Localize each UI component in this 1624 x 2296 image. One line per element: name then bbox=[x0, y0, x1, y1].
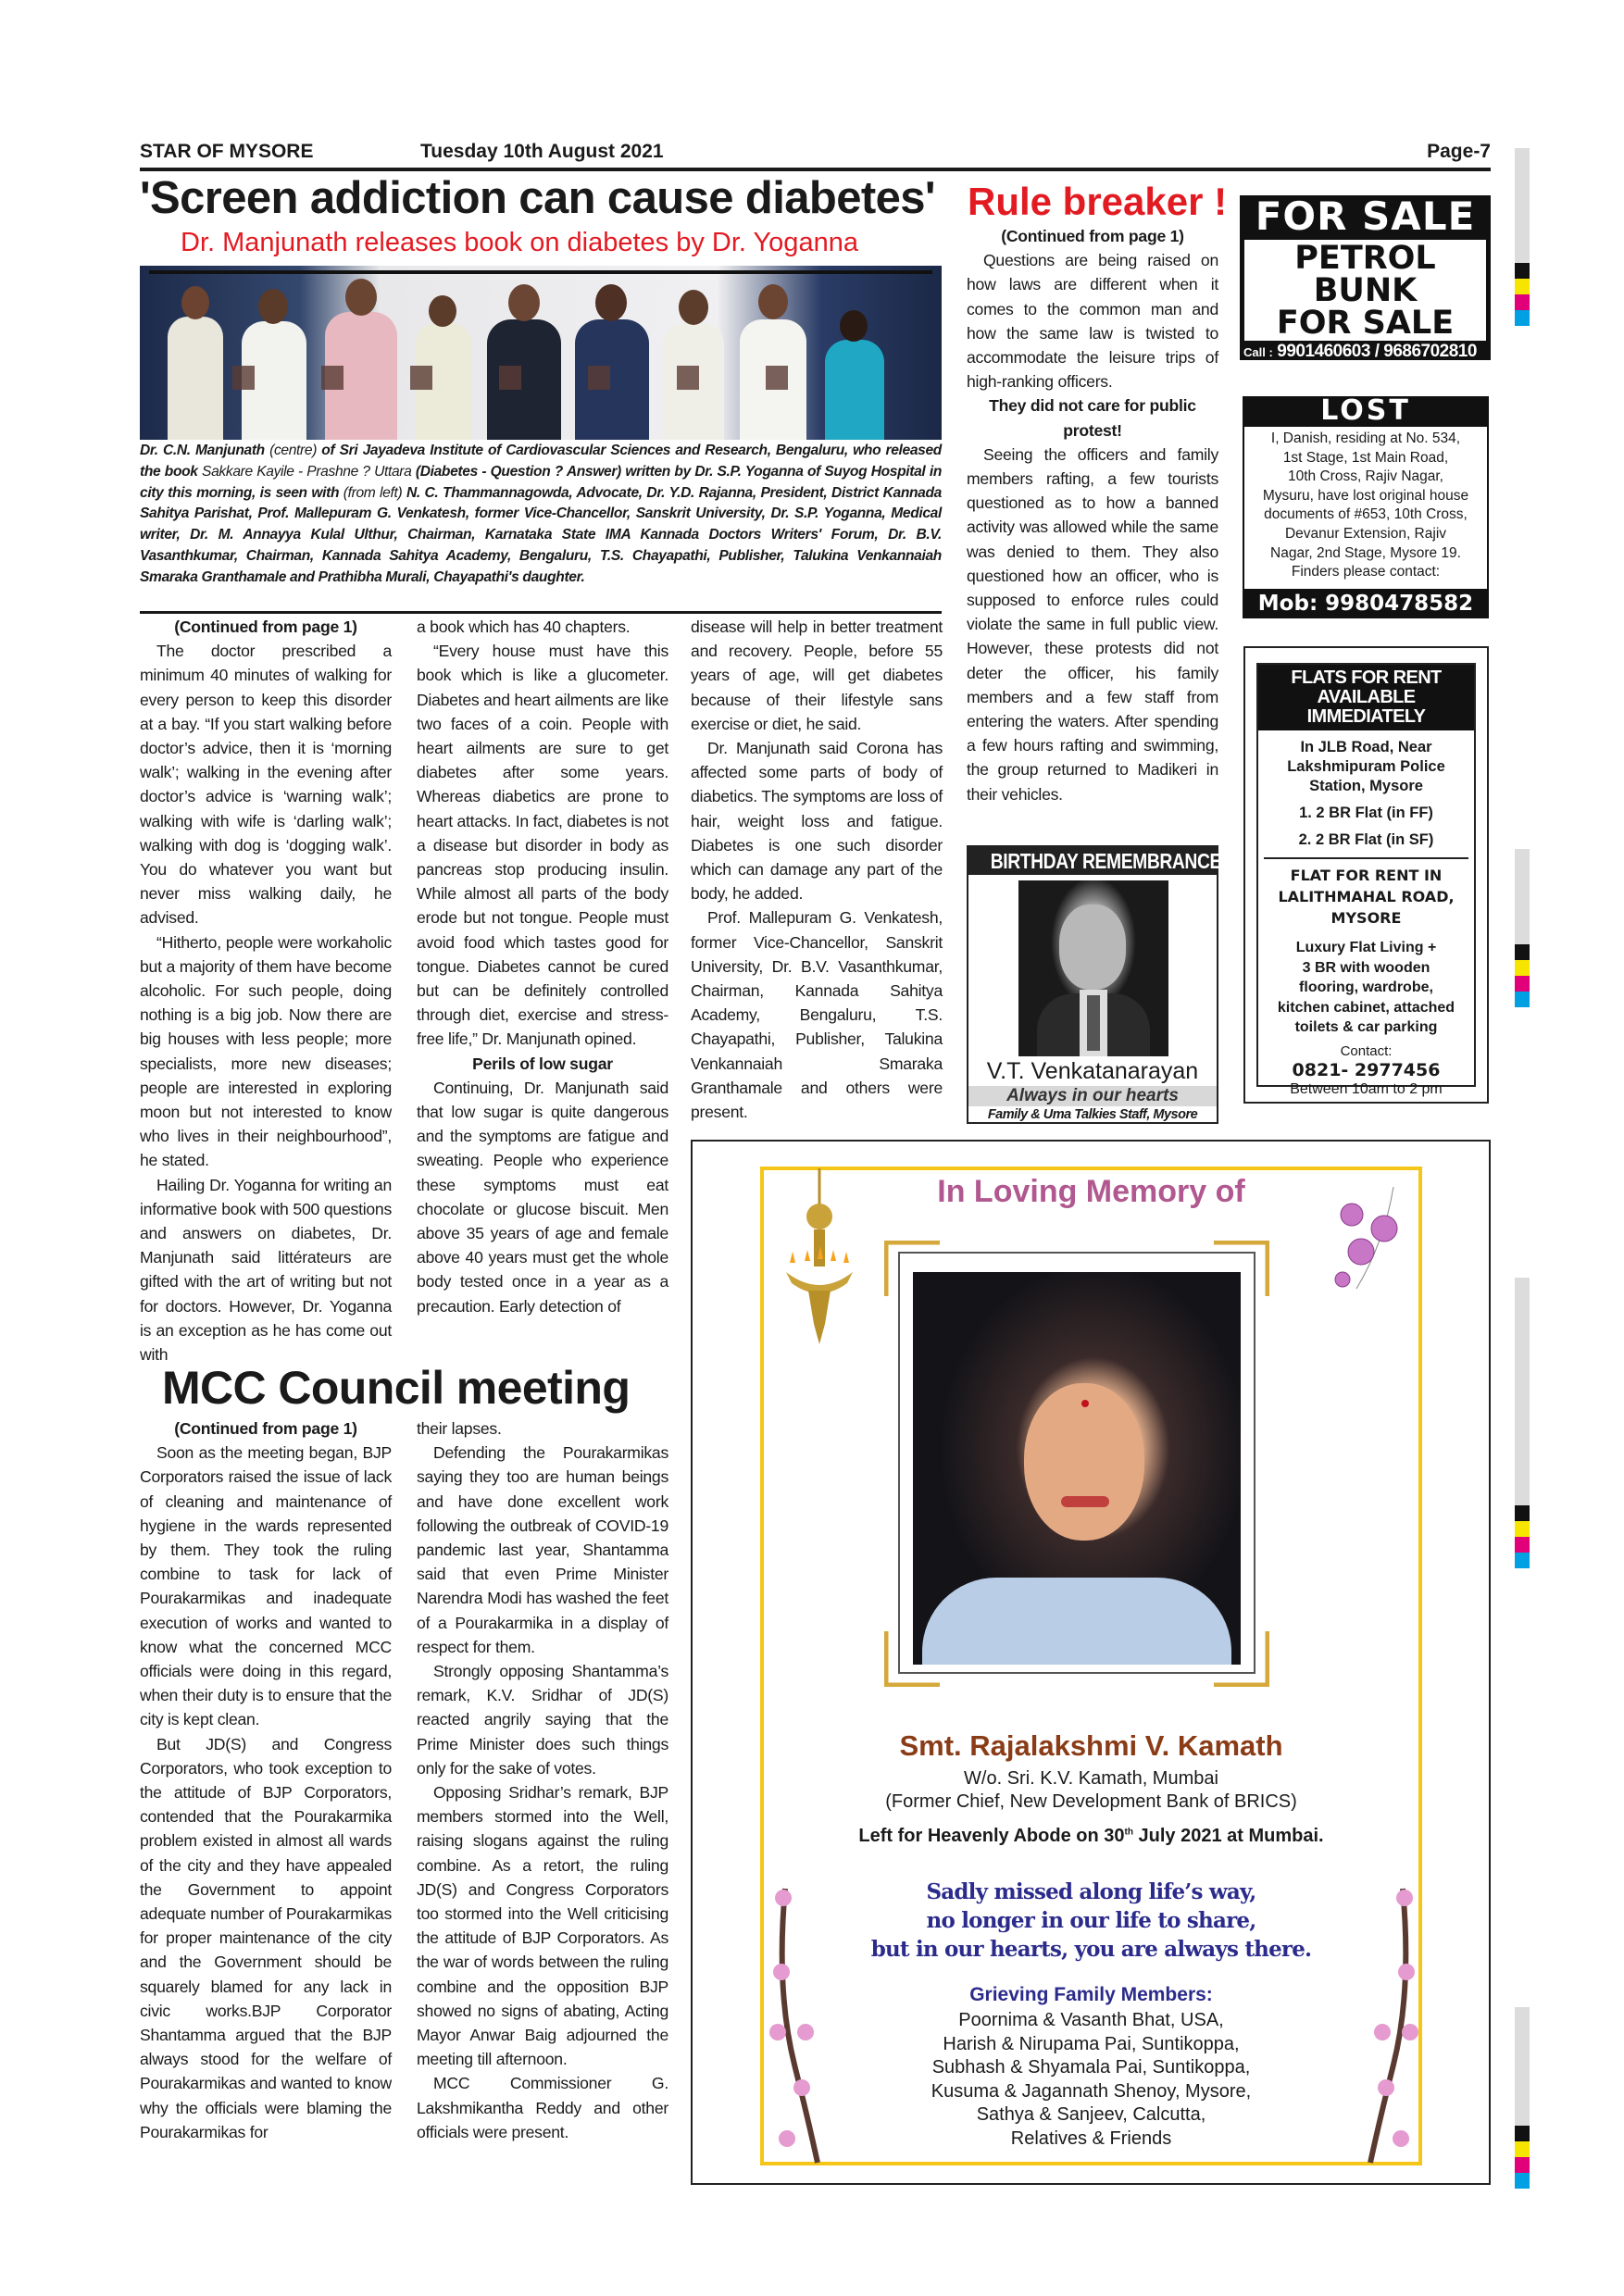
mcc-column-1 bbox=[140, 1416, 392, 2144]
family-member: Poornima & Vasanth Bhat, USA, bbox=[958, 2010, 1224, 2030]
lost-notice-line: Mysuru, have lost original house bbox=[1262, 487, 1469, 504]
contact-label: Contact: bbox=[1340, 1042, 1393, 1059]
poem-line: Sadly missed along life’s way, bbox=[926, 1879, 1256, 1904]
flats-detail-line: toilets & car parking bbox=[1294, 1019, 1438, 1035]
ad-line: PETROL bbox=[1294, 240, 1436, 277]
lost-notice-line: documents of #653, 10th Cross, bbox=[1264, 506, 1468, 523]
blossom-branch-left-icon bbox=[767, 1879, 831, 2165]
departed-sup: th bbox=[1124, 1827, 1133, 1838]
rule-breaker-headline: Rule breaker ! bbox=[968, 180, 1228, 223]
flats-phone: 0821- 2977456 bbox=[1292, 1059, 1441, 1080]
issue-date: Tuesday 10th August 2021 bbox=[420, 141, 664, 162]
paragraph: MCC Commissioner G. Lakshmikantha Reddy and other officials were present. bbox=[417, 2074, 668, 2141]
registration-magenta bbox=[1515, 976, 1530, 992]
flat-item: 1. 2 BR Flat (in FF) bbox=[1299, 805, 1433, 821]
registration-bar bbox=[1515, 1278, 1530, 1505]
poem-line: no longer in our life to share, bbox=[926, 1908, 1256, 1933]
registration-bar bbox=[1515, 148, 1530, 263]
continued-from-label: (Continued from page 1) bbox=[174, 1419, 357, 1438]
registration-black bbox=[1515, 2126, 1530, 2141]
oil-lamp-icon bbox=[782, 1168, 856, 1354]
memorial-heading: In Loving Memory of bbox=[937, 1174, 1245, 1209]
paragraph: But JD(S) and Congress Corporators, who took exception to the attitude of BJP Corporators, contended that the Pourakarmika problem existed in almost all wards of the city and they have appealed the Government to appoint adequate number of Pourakarmikas for proper maintenance of the city and the Government should be squarely blamed for any lack in civic works.BJP Corporator Shantamma argued that the BJP always stood for the welfare of Pourakarmikas and wanted to know why the officials were blaming the Pourakarmikas for bbox=[140, 1734, 392, 2141]
paragraph: Seeing the officers and family members rafting, a few tourists questioned as to how a banned activity was allowed while the same was denied to them. They also questioned how an officer, who is supposed to enforce rules could violate the same in full public view. However, these protests did not deter the officer, his family members and a few staff from entering the waters. After spending a few hours rafting and swimming, the group returned to Madikeri in their vehicles. bbox=[967, 444, 1218, 804]
registration-black bbox=[1515, 944, 1530, 960]
for-sale-banner: FOR SALE bbox=[1255, 193, 1476, 239]
paper-name: STAR OF MYSORE bbox=[140, 141, 314, 162]
lost-mobile: Mob: 9980478582 bbox=[1257, 592, 1474, 616]
family-member: Sathya & Sanjeev, Calcutta, bbox=[976, 2104, 1206, 2126]
flats-location-line: Lakshmipuram Police bbox=[1287, 758, 1445, 775]
lost-notice-line: I, Danish, residing at No. 534, bbox=[1270, 430, 1461, 446]
paragraph: their lapses. bbox=[417, 1419, 502, 1438]
lost-notice-ad bbox=[1243, 396, 1489, 618]
flats-banner-line: FLATS FOR RENT bbox=[1291, 668, 1442, 688]
registration-cyan bbox=[1515, 310, 1530, 326]
masthead-rule bbox=[140, 168, 1491, 171]
registration-yellow bbox=[1515, 960, 1530, 976]
lost-notice-line: Devanur Extension, Rajiv bbox=[1284, 525, 1447, 542]
lead-column-3 bbox=[691, 615, 943, 1124]
family-label: Grieving Family Members: bbox=[969, 1984, 1213, 2005]
ad-line: BUNK bbox=[1313, 272, 1418, 309]
flats-second-title: LALITHMAHAL ROAD, bbox=[1278, 888, 1455, 905]
phone-numbers: 9901460603 / 9686702810 bbox=[1277, 342, 1477, 361]
family-member: Subhash & Shyamala Pai, Suntikoppa, bbox=[931, 2057, 1251, 2078]
paragraph: disease will help in better treatment and recovery. People, before 55 years of age, will get diabetes because of their lifestyle sans exercise or diet, he said. bbox=[691, 618, 943, 733]
book-release-photo bbox=[140, 266, 942, 440]
birthday-banner: BIRTHDAY REMEMBRANCE bbox=[990, 849, 1221, 873]
family-member: Relatives & Friends bbox=[1010, 2128, 1172, 2149]
lead-headline: 'Screen addiction can cause diabetes' bbox=[140, 173, 935, 223]
memorial-poem bbox=[760, 1878, 1422, 1964]
paragraph: Continuing, Dr. Manjunath said that low sugar is quite dangerous and the symptoms are fatigue and sweating. People who experience these symptoms must eat chocolate or glucose biscuit. Men above 35 years of age and female above 40 years must get the whole body tested once in a year as a precaution. Early detection of bbox=[417, 1078, 668, 1316]
paragraph: Soon as the meeting began, BJP Corporators raised the issue of lack of cleaning and maintenance of hygiene in the wards represented by them. They took the ruling combine to task for lack of Pourakarmikas and inadequate execution of works and wanted to know what the concerned MCC officials were doing in this regard, when their duty is to ensure that the city is kept clean. bbox=[140, 1443, 392, 1729]
lost-notice-line: 10th Cross, Rajiv Nagar, bbox=[1288, 468, 1443, 485]
paragraph: Prof. Mallepuram G. Venkatesh, former Vice-Chancellor, Sanskrit University, Dr. B.V. Vasanthkumar, Chairman, Kannada Sahitya Academy, Bengaluru, T.S. Chayapathi, Publisher, Talukina Venkannaiah Smaraka Granthamale and others were present. bbox=[691, 908, 943, 1122]
lead-column-2 bbox=[417, 615, 668, 1318]
flats-location-line: In JLB Road, Near bbox=[1300, 739, 1432, 755]
registration-magenta bbox=[1515, 2157, 1530, 2173]
continued-from-label: (Continued from page 1) bbox=[1001, 227, 1184, 245]
caption-segment: Dr. C.N. Manjunath bbox=[140, 443, 270, 458]
portrait-photo bbox=[1018, 880, 1168, 1056]
departed-text: July 2021 at Mumbai. bbox=[1132, 1826, 1324, 1846]
paragraph: “Hitherto, people were workaholic but a majority of them have become alcoholic. For such people, doing nothing is a big job. Now there are big houses with less people; more specialists, more new diseases; people are interested in exploring moon but not interested to know who lives in their neighbourhood”, he stated. bbox=[140, 932, 392, 1170]
registration-yellow bbox=[1515, 1521, 1530, 1537]
page-number: Page-7 bbox=[1427, 141, 1491, 162]
title-line: (Former Chief, New Development Bank of BRICS) bbox=[885, 1791, 1297, 1812]
family-member: Harish & Nirupama Pai, Suntikoppa, bbox=[943, 2033, 1240, 2054]
registration-magenta bbox=[1515, 1537, 1530, 1553]
petrol-bunk-for-sale-ad bbox=[1240, 195, 1491, 360]
registration-magenta bbox=[1515, 294, 1530, 310]
registration-black bbox=[1515, 1505, 1530, 1521]
orchid-flowers-icon bbox=[1329, 1187, 1421, 1293]
registration-bar bbox=[1515, 2007, 1530, 2126]
paragraph: Strongly opposing Shantamma’s remark, K.V. Sridhar of JD(S) reacted angrily saying that the Prime Minister does such things only for the sake of votes. bbox=[417, 1662, 668, 1778]
blossom-branch-right-icon bbox=[1356, 1879, 1421, 2165]
registration-black bbox=[1515, 263, 1530, 279]
paragraph: The doctor prescribed a minimum 40 minutes of walking for every person to keep this disorder at a bay. “If you start walking before doctor’s advice, then it is ‘morning walk’; walking in the evening after doctor’s advice is ‘warning walk’; walking with wife is ‘darling walk’; walking with dog is ‘dogging walk’. You do whatever you want but never miss walking daily, he advised. bbox=[140, 642, 392, 928]
registration-cyan bbox=[1515, 2173, 1530, 2189]
caption-segment: (from left) bbox=[343, 484, 406, 501]
poem-line: but in our hearts, you are always there. bbox=[870, 1937, 1312, 1962]
registration-bar bbox=[1515, 849, 1530, 944]
lost-notice-line: Nagar, 2nd Stage, Mysore 19. bbox=[1270, 544, 1461, 561]
deceased-name: Smt. Rajalakshmi V. Kamath bbox=[899, 1729, 1283, 1762]
lost-notice-line: 1st Stage, 1st Main Road, bbox=[1282, 449, 1449, 466]
mcc-column-2 bbox=[417, 1416, 668, 2144]
flats-detail-line: Luxury Flat Living + bbox=[1295, 940, 1437, 955]
paragraph: Hailing Dr. Yoganna for writing an informative book with 500 questions and answers on diabetes, Dr. Manjunath said littérateurs are gifted with the art of writing but not for doctors. However, Dr. Yoganna is an exception as he has come out with bbox=[140, 1175, 392, 1365]
flats-detail-line: flooring, wardrobe, bbox=[1299, 980, 1433, 995]
ad-line: FOR SALE bbox=[1276, 305, 1455, 342]
flats-detail-line: kitchen cabinet, attached bbox=[1277, 999, 1455, 1016]
birthday-remembrance-ad bbox=[967, 845, 1221, 1124]
lead-column-1 bbox=[140, 615, 392, 1366]
departed-line bbox=[760, 1826, 1422, 1847]
paragraph: Dr. Manjunath said Corona has affected some parts of body of diabetics. The symptoms are loss of hair, weight loss and fatigue. Diabetes is one such disorder which can damage any part of the body, he added. bbox=[691, 739, 943, 904]
birthday-name: V.T. Venkatanarayan bbox=[986, 1058, 1199, 1084]
flats-second-title: FLAT FOR RENT IN bbox=[1290, 867, 1443, 884]
birthday-from: Family & Uma Talkies Staff, Mysore bbox=[987, 1107, 1198, 1122]
caption-segment: (Diabetes - Question ? Answer) written by Dr. S.P. Yoganna of Suyog Hospital in city this morning, is seen with bbox=[140, 463, 942, 501]
lost-notice-line: Finders please contact: bbox=[1291, 564, 1441, 580]
flats-detail-line: 3 BR with wooden bbox=[1302, 959, 1430, 976]
flats-second-title: MYSORE bbox=[1330, 909, 1402, 927]
departed-text: Left for Heavenly Abode on 30 bbox=[858, 1826, 1125, 1846]
flat-item: 2. 2 BR Flat (in SF) bbox=[1298, 831, 1434, 848]
registration-cyan bbox=[1515, 1553, 1530, 1568]
birthday-tagline: Always in our hearts bbox=[968, 1086, 1217, 1106]
subheading: Perils of low sugar bbox=[472, 1054, 613, 1073]
birthday-banner-bar bbox=[968, 847, 1221, 875]
call-label: Call : bbox=[1243, 345, 1273, 359]
caption-segment: of Sri Jayadeva Institute of Cardiovascular Sciences and Research, Bengaluru, who released the book bbox=[140, 443, 942, 480]
gold-corner-ornaments-icon bbox=[884, 1241, 1269, 1687]
rule-breaker-column bbox=[967, 224, 1218, 806]
paragraph: Opposing Sridhar’s remark, BJP members stormed into the Well, raising slogans against the ruling combine. As a retort, the ruling JD(S) and Congress Corporators too stormed into the Well criticising the attitude of BJP Corporators. As the war of words between the ruling combine and the opposition BJP showed no signs of abating, Acting Mayor Anwar Baig adjourned the meeting till afternoon. bbox=[417, 1783, 668, 2069]
relation-line: W/o. Sri. K.V. Kamath, Mumbai bbox=[964, 1768, 1218, 1789]
flats-for-rent-ad bbox=[1243, 646, 1489, 1104]
caption-segment: Sakkare Kayile - Prashne ? Uttara bbox=[202, 463, 416, 480]
paragraph: a book which has 40 chapters. bbox=[417, 618, 631, 636]
paragraph: Questions are being raised on how laws are different when it comes to the common man and how the same law is twisted to accommodate the leisure trips of high-ranking officers. bbox=[967, 251, 1218, 392]
paragraph: “Every house must have this book which is like a glucometer. Diabetes and heart ailments are like two faces of a coin. People with heart ailments are sure to get diabetes after some years. Whereas diabetics are prone to heart attacks. In fact, diabetes is not a disease but disorder in body as pancreas stop producing insulin. While almost all parts of the body erode but not tongue. People must avoid food which tastes good for tongue. Diabetes cannot be cured but can be definitely controlled through diet, exercise and stress-free life,” Dr. Manjunath opined. bbox=[417, 642, 668, 1049]
caption-segment: N. C. Thammannagowda, Advocate, Dr. Y.D. Rajanna, President, District Kannada Sahitya Parishat, Prof. Mallepuram G. Venkatesh, former Vice-Chancellor, Sanskrit University, Dr. S.P. Yoganna, Medical writer, Dr. M. Annayya Kulal Ulthur, Chairman, Karnataka State IMA Kannada Doctors Writers' Forum, Dr. B.V. Vasanthkumar, Chairman, Kannada Sahitya Academy, Bengaluru, T.S. Chayapathi, Publisher, Talukina Venkannaiah Smaraka Granthamale and Prathibha Murali, Chayapathi's daughter. bbox=[140, 484, 943, 585]
flats-location-line: Station, Mysore bbox=[1309, 778, 1423, 794]
photo-caption bbox=[140, 441, 942, 589]
registration-yellow bbox=[1515, 2141, 1530, 2157]
caption-segment: (centre) bbox=[269, 443, 322, 458]
continued-from-label: (Continued from page 1) bbox=[174, 618, 357, 636]
flats-hours: Between 10am to 2 pm bbox=[1290, 1080, 1443, 1097]
paragraph: Defending the Pourakarmikas saying they too are human beings and have done excellent work following the outbreak of COVID-19 pandemic last year, Shantamma said that even Prime Minister Narendra Modi has washed the feet of a Pourakarmika in a display of respect for them. bbox=[417, 1443, 668, 1656]
registration-yellow bbox=[1515, 279, 1530, 294]
lead-subhead: Dr. Manjunath releases book on diabetes by Dr. Yoganna bbox=[181, 228, 858, 257]
flats-banner-line: AVAILABLE IMMEDIATELY bbox=[1306, 687, 1426, 727]
lost-banner: LOST bbox=[1320, 394, 1411, 427]
family-member: Kusuma & Jagannath Shenoy, Mysore, bbox=[931, 2080, 1252, 2102]
caption-rule bbox=[140, 611, 942, 614]
mcc-headline: MCC Council meeting bbox=[162, 1362, 631, 1414]
subheading: They did not care for public protest! bbox=[989, 396, 1196, 440]
family-list bbox=[760, 2009, 1422, 2152]
registration-cyan bbox=[1515, 992, 1530, 1007]
